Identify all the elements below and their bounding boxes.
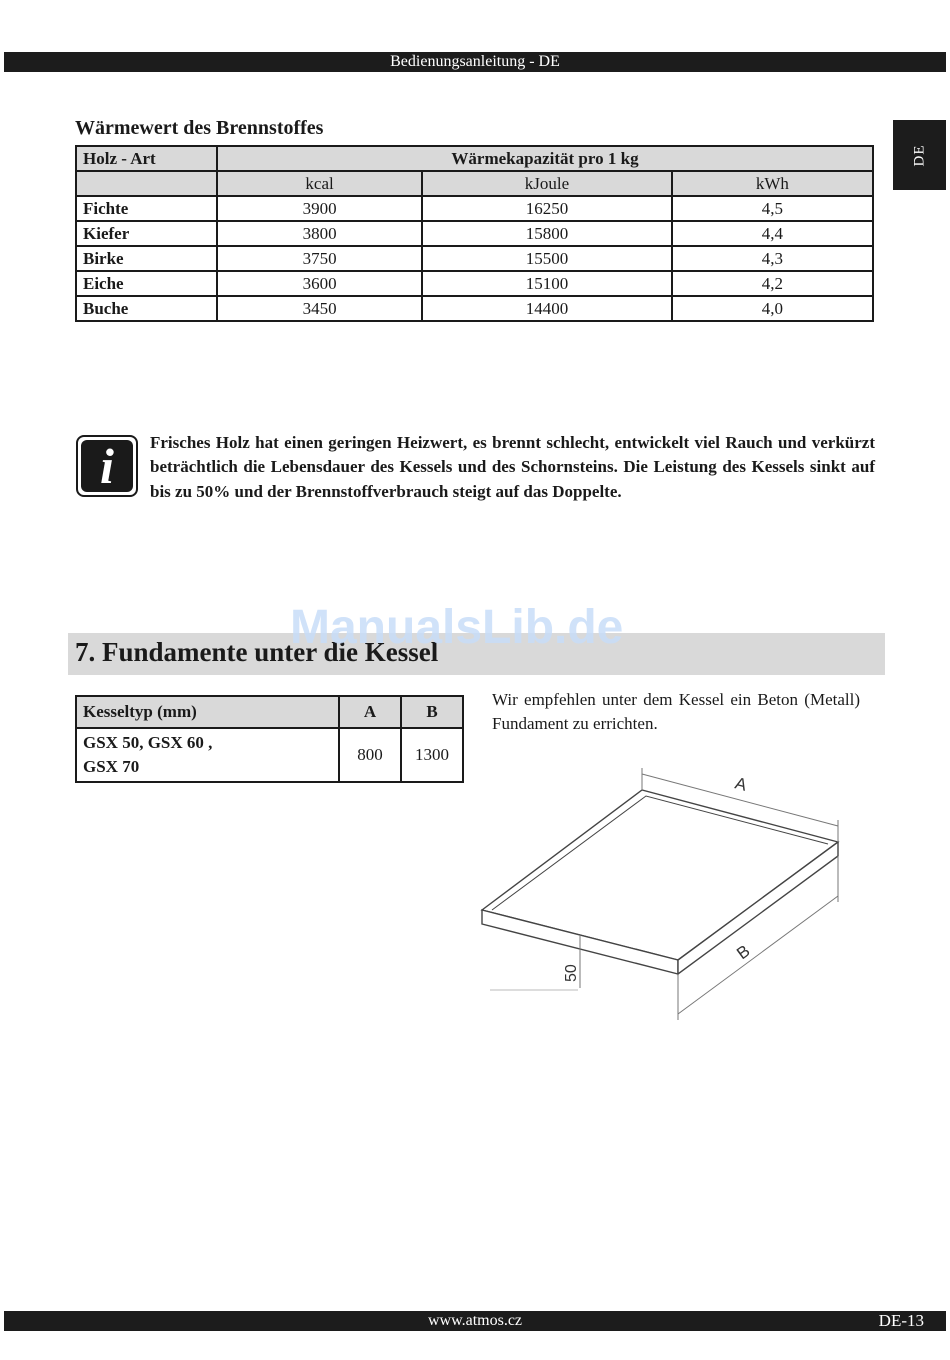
a-value: 800: [339, 728, 401, 782]
boiler-models-line-1: GSX 50, GSX 60 ,: [83, 733, 213, 752]
info-note-text: Frisches Holz hat einen geringen Heizwert, es brennt schlecht, entwickelt viel Rauch und verkürzt beträchtlich die Lebensdauer des Kessels und des Schornsteins. Die Leistung des Kessels sinkt auf bis zu 50% und der Brennstoffverbrauch steigt auf das Doppelte.: [150, 433, 875, 501]
dim-b-label: B: [733, 941, 754, 964]
heat-table-header-row: [76, 146, 873, 171]
foundation-drawing: [470, 760, 850, 1030]
recommendation-text: Wir empfehlen unter dem Kessel ein Beton (Metall) Fundament zu errichten.: [492, 690, 860, 733]
unit-kwh: kWh: [672, 171, 873, 196]
table-row: [76, 221, 873, 246]
footer-website-link[interactable]: www.atmos.cz: [427, 1312, 523, 1329]
kcal-value: 3750: [217, 246, 422, 271]
kjoule-value: 15800: [422, 221, 672, 246]
kwh-value: 4,2: [672, 271, 873, 296]
header-boiler-type: Kesseltyp (mm): [76, 696, 339, 728]
wood-name: Buche: [76, 296, 217, 321]
header-title: Bedienungsanleitung - DE: [390, 53, 560, 70]
table-row: [76, 271, 873, 296]
kcal-value: 3600: [217, 271, 422, 296]
table-row: [76, 246, 873, 271]
header-b: B: [401, 696, 463, 728]
foundation-table-header: [76, 696, 463, 728]
table-row: [76, 728, 463, 782]
language-tab: [893, 120, 946, 190]
wood-name: Eiche: [76, 271, 217, 296]
unit-kcal: kcal: [217, 171, 422, 196]
header-bar: [4, 52, 946, 72]
heat-value-table: [75, 145, 874, 322]
table-row: [76, 196, 873, 221]
kcal-value: 3900: [217, 196, 422, 221]
page-number: DE-13: [878, 1311, 924, 1330]
table-row: [76, 296, 873, 321]
kwh-value: 4,0: [672, 296, 873, 321]
foundation-table: [75, 695, 464, 783]
header-heat-capacity: Wärmekapazität pro 1 kg: [217, 146, 873, 171]
info-icon: [76, 435, 138, 497]
kcal-value: 3800: [217, 221, 422, 246]
unit-kjoule: kJoule: [422, 171, 672, 196]
kwh-value: 4,4: [672, 221, 873, 246]
language-tab-label: DE: [911, 144, 927, 166]
chapter-title: 7. Fundamente unter die Kessel: [75, 637, 439, 667]
header-wood-type: Holz - Art: [76, 146, 217, 171]
kwh-value: 4,3: [672, 246, 873, 271]
header-a: A: [339, 696, 401, 728]
heat-table-unit-row: [76, 171, 873, 196]
kwh-value: 4,5: [672, 196, 873, 221]
boiler-models-line-2: GSX 70: [83, 757, 140, 776]
heat-section-title: Wärmewert des Brennstoffes: [75, 117, 324, 139]
kjoule-value: 15100: [422, 271, 672, 296]
info-icon-letter: i: [81, 440, 133, 492]
b-value: 1300: [401, 728, 463, 782]
wood-name: Birke: [76, 246, 217, 271]
kjoule-value: 15500: [422, 246, 672, 271]
dim-a-label: A: [732, 773, 749, 795]
wood-name: Kiefer: [76, 221, 217, 246]
watermark: ManualsLib.de: [290, 601, 624, 654]
footer-bar: [4, 1311, 946, 1331]
kcal-value: 3450: [217, 296, 422, 321]
wood-name: Fichte: [76, 196, 217, 221]
unit-empty-cell: [76, 171, 217, 196]
dim-height-label: 50: [563, 964, 580, 982]
boiler-models: [76, 728, 339, 782]
kjoule-value: 16250: [422, 196, 672, 221]
kjoule-value: 14400: [422, 296, 672, 321]
